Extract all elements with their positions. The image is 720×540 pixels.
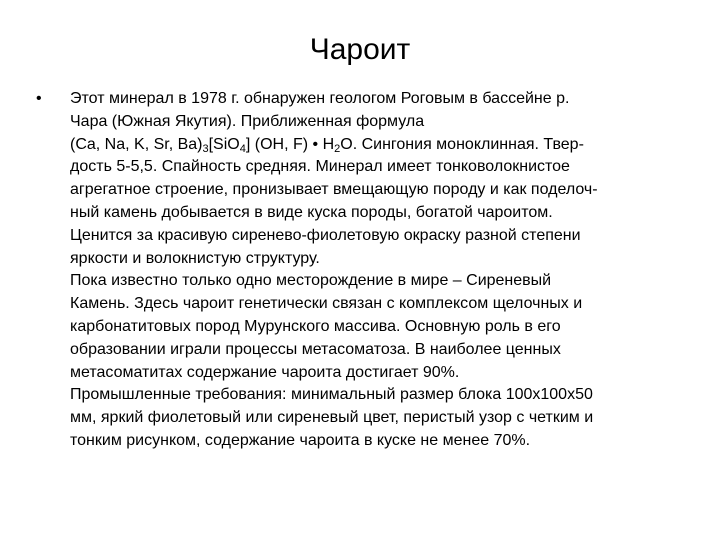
slide-title: Чароит bbox=[309, 33, 411, 66]
text-line: Этот минерал в 1978 г. обнаружен геологом Роговым в бассейне р. bbox=[70, 90, 570, 107]
text-line: Чара (Южная Якутия). Приближенная формула bbox=[70, 112, 425, 130]
text-line: тонким рисунком, содержание чароита в куске не менее 70%. bbox=[70, 431, 531, 449]
text-line: дость 5-5,5. Спайность средняя. Минерал имеет тонковолокнистое bbox=[70, 158, 570, 176]
text-line: мм, яркий фиолетовый или сиреневый цвет, перистый узор с четким и bbox=[70, 409, 594, 427]
slide-body-text bbox=[70, 88, 655, 453]
text-line: ный камень добывается в виде куска породы, богатой чароитом. bbox=[70, 203, 553, 221]
text-line: карбонатитовых пород Мурунского массива. Основную роль в его bbox=[70, 317, 561, 335]
formula-part: O. Сингония моноклинная. Твер- bbox=[340, 135, 584, 153]
text-line: Ценится за красивую сиренево-фиолетовую окраску разной степени bbox=[70, 226, 581, 244]
text-line: Камень. Здесь чароит генетически связан с комплексом щелочных и bbox=[70, 295, 583, 313]
bullet-marker: • bbox=[36, 90, 42, 107]
formula-subscript: 2 bbox=[334, 142, 341, 155]
formula-subscript: 4 bbox=[239, 142, 246, 155]
text-line: агрегатное строение, пронизывает вмещающую породу и как поделоч- bbox=[70, 181, 598, 199]
formula-subscript: 3 bbox=[202, 142, 209, 155]
text-line: метасоматитах содержание чароита достигает 90%. bbox=[70, 363, 460, 381]
paragraph-deposit bbox=[70, 270, 655, 384]
formula-part: ] (OH, F) • H bbox=[245, 135, 335, 153]
text-line: яркости и волокнистую структуру. bbox=[70, 249, 320, 267]
formula-part: (Ca, Na, K, Sr, Ba) bbox=[70, 135, 203, 153]
formula-part: [SiO bbox=[208, 135, 240, 153]
paragraph-description bbox=[70, 88, 655, 270]
text-line: Пока известно только одно месторождение в мире – Сиреневый bbox=[70, 272, 552, 290]
paragraph-requirements bbox=[70, 384, 655, 452]
text-line: образовании играли процессы метасоматоза. В наиболее ценных bbox=[70, 340, 561, 358]
text-line: Промышленные требования: минимальный размер блока 100х100х50 bbox=[70, 386, 593, 404]
formula-line bbox=[70, 134, 655, 157]
